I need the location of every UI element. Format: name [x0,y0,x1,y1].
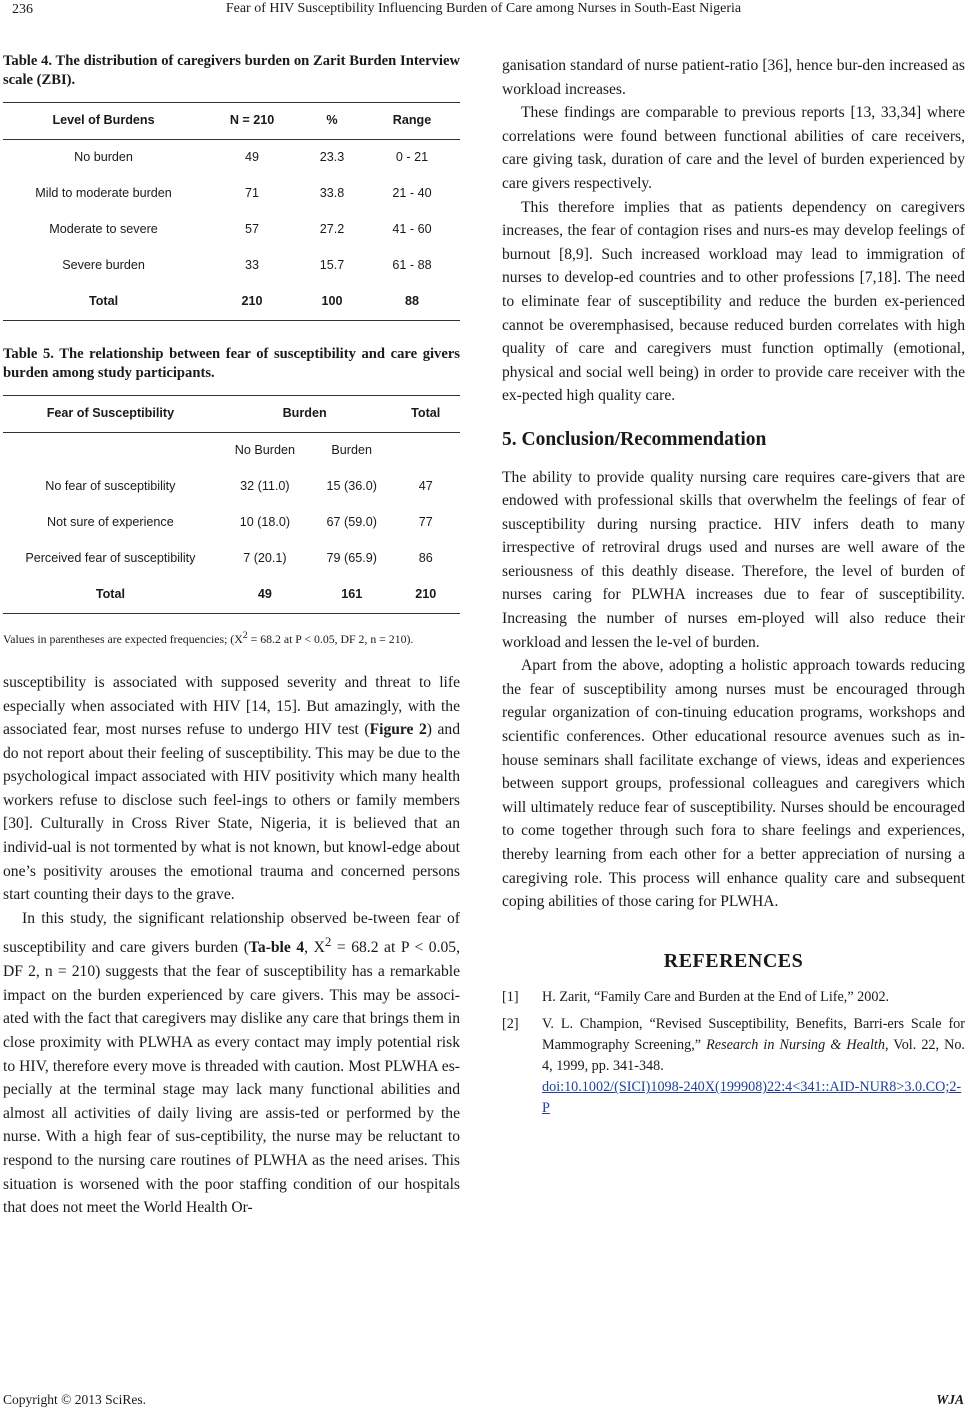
reference-number: [1] [502,989,519,1006]
table-cell: No burden [74,150,133,165]
copyright-notice: Copyright © 2013 SciRes. [3,1392,147,1407]
table-cell [391,433,460,470]
left-column [3,52,460,1220]
table-row [3,505,460,541]
body-paragraph: This therefore implies that as patients dependency on caregivers increases, the fear of contagion rises and nurs-es may develop feelings of burnout [8,9]. Such increased workload may lead to immigration of nurses to develop-ed countries and to other professions [7,18]. The need to eliminate fear of susceptibility and reduce the burden ex-perienced cannot be overemphasised, because reduced burden correlates with high quality of care and caregivers must function optimally (emotional, physical and social well being) in order to provide care receiver with the ex-pected high quality care. [502,198,965,405]
table-row [3,248,460,284]
table4-header-row [3,103,460,140]
table-cell: No fear of susceptibility [45,479,176,494]
table-row [3,140,460,177]
page-header [0,0,967,24]
table4 [3,102,460,321]
table-cell: Perceived fear of susceptibility [25,551,196,566]
table5-total-row [3,577,460,614]
running-title: Fear of HIV Susceptibility Influencing Burden of Care among Nurses in South-East Nigeria [225,1,742,16]
table-row [3,212,460,248]
table5-header-row [3,396,460,433]
table-cell [3,433,218,470]
table4-caption: Table 4. The distribution of caregivers burden on Zarit Burden Interview scale (ZBI). [3,53,460,88]
table-cell: Moderate to severe [49,222,158,237]
table-cell: 27.2 [319,222,345,237]
body-paragraph: Apart from the above, adopting a holistic approach towards reducing the fear of susceptibility among nurses must be encouraged through regular organization of con-tinuing education programs, workshops and scientific conferences. Other educational resource avenues such as in-house seminars shall facilitate exchange of views, ideas and experiences between support groups, professional colleagues and caregivers which will ultimately reduce fear of susceptibility. Nurses should be encouraged to come together through such fora to share feelings and experiences, thereby learning from each other for a better appreciation of nursing a caregiving role. This process will enhance quality care and subsequent coping abilities of those caring for PLWHA. [502,657,965,911]
table-cell: 7 (20.1) [243,551,287,566]
journal-abbrev: WJA [936,1392,964,1407]
table-cell: 77 [418,515,433,530]
table-cell: Not sure of experience [47,515,174,530]
reference-number: [2] [502,1016,519,1033]
reference-text: V. L. Champion, “Revised Susceptibility, Benefits, Barri-ers Scale for Mammography Screening,” Research in Nursing & Health, Vol. 22, No. 4, 1999, pp. 341-348. doi:10.1002/(SICI)1098-240X(199908)22:4<341::AID-NUR8>3.0.CO;2-P [542,1016,965,1117]
table-cell: 161 [312,577,391,614]
table5-subheader-row [3,433,460,470]
table4-header: Range [364,103,460,140]
table-cell: 61 - 88 [392,258,432,273]
table-row [3,541,460,577]
table-cell: 71 [245,186,260,201]
table5-caption: Table 5. The relationship between fear of susceptibility and care givers burden among study participants. [3,346,460,381]
table-cell: 100 [300,284,364,321]
doi-link[interactable]: doi:10.1002/(SICI)1098-240X(199908)22:4<341::AID-NUR8>3.0.CO;2-P [542,1079,962,1117]
table-cell: Total [3,284,204,321]
table-cell: 79 (65.9) [326,551,377,566]
table-cell: 210 [204,284,300,321]
table-cell: 49 [218,577,312,614]
table-cell: 67 (59.0) [326,515,377,530]
table-cell: 10 (18.0) [239,515,291,530]
table-cell: 32 (11.0) [240,479,290,494]
table-cell: 23.3 [319,150,345,165]
table-cell: 210 [391,577,460,614]
table-cell: Total [3,577,218,614]
table5-header: Total [391,396,460,433]
right-column [502,54,965,1125]
table-cell: 33.8 [319,186,345,201]
table-cell: Severe burden [62,258,145,273]
table-cell: 41 - 60 [392,222,432,237]
table5 [3,395,460,614]
reference-item [502,987,965,1008]
table4-total-row [3,284,460,321]
table-row [3,176,460,212]
reference-text: H. Zarit, “Family Care and Burden at the End of Life,” 2002. [542,989,890,1006]
table4-header: N = 210 [204,103,300,140]
table5-note: Values in parentheses are expected frequencies; ($X^2 = 68.2$ at P < 0.05, DF 2, n = 210). [3,630,414,646]
table5-header: Fear of Susceptibility [3,396,218,433]
table-cell: 57 [245,222,260,237]
page-number: 236 [12,2,33,17]
table5-subheader: Burden [331,443,373,458]
table-cell: 33 [245,258,260,273]
table5-header: Burden [218,396,392,433]
reference-item [502,1014,965,1119]
table-cell: Mild to moderate burden [35,186,172,201]
table-cell: 15.7 [319,258,345,273]
table-cell: 15 (36.0) [326,479,377,494]
table-cell: 47 [418,479,433,494]
table-cell: 0 - 21 [395,150,429,165]
table4-header: Level of Burdens [3,103,204,140]
table5-subheader: No Burden [234,443,296,458]
body-paragraph: The ability to provide quality nursing care requires care-givers that are endowed with professional skills that overwhelm the feelings of fear of susceptibility during nursing practice. HIV infers death to many irrespective of retroviral drugs used and nurses are well aware of the seriousness of this deathly disease. Therefore, the level of burden of nurses caring for PLWHA increases due to fear of susceptibility. Increasing the number of nurses em-ployed will also reduce their workload and lessen the le-vel of burden. [502,468,965,651]
references-heading: REFERENCES [663,949,804,972]
body-paragraph: ganisation standard of nurse patient-ratio [36], hence bur-den increased as workload increases. [502,57,965,98]
table-cell: 49 [245,150,260,165]
section-heading: 5. Conclusion/Recommendation [502,428,767,450]
body-paragraph: These findings are comparable to previous reports [13, 33,34] where correlations were found between functional abilities of care receivers, care giving task, duration of care and the level of burden experienced by care givers respectively. [502,104,965,192]
table-cell: 21 - 40 [392,186,432,201]
table-cell: 88 [364,284,460,321]
table-row [3,469,460,505]
table4-header: % [300,103,364,140]
table-cell: 86 [418,551,433,566]
body-paragraph: In this study, the significant relationship observed be-tween fear of susceptibility and care givers burden (Ta-ble 4, $X^2 = 68.2$ at P < 0.05, DF 2, n = 210) suggests that the fear of susceptibility has a remarkable impact on the burden experienced by care givers. This may be associ-ated with the fact that caregivers may dislike any care that brings them in close proximity with PLWHA as every contact may imply potential risk to HIV, therefore every move is threaded with caution. Most PLWHA es-pecially at the terminal stage may lack many functional abilities and almost all activities of daily living are assis-ted or performed by the nurse. With a high fear of sus-ceptibility, the nurse may be reluctant to respond to the nursing care routines of PLWHA as the need arises. This situation is worsened with the poor staffing condition of our hospitals that does not meet the World Health Or- [3,909,460,1217]
body-paragraph: susceptibility is associated with supposed severity and threat to life especially when associated with HIV [14, 15]. But amazingly, with the associated fear, most nurses refuse to undergo HIV test (Figure 2) and do not report about their feeling of susceptibility. This may be due to the psychological impact associated with HIV positivity which many health workers refuse to disclose such feel-ings to others or family members [30]. Culturally in Cross River State, Nigeria, it is believed that an individ-ual is not tormented by what is not known, but knowl-edge about one’s positivity arouses the emotional trauma and concerned persons start counting their days to the grave. [3,673,460,904]
